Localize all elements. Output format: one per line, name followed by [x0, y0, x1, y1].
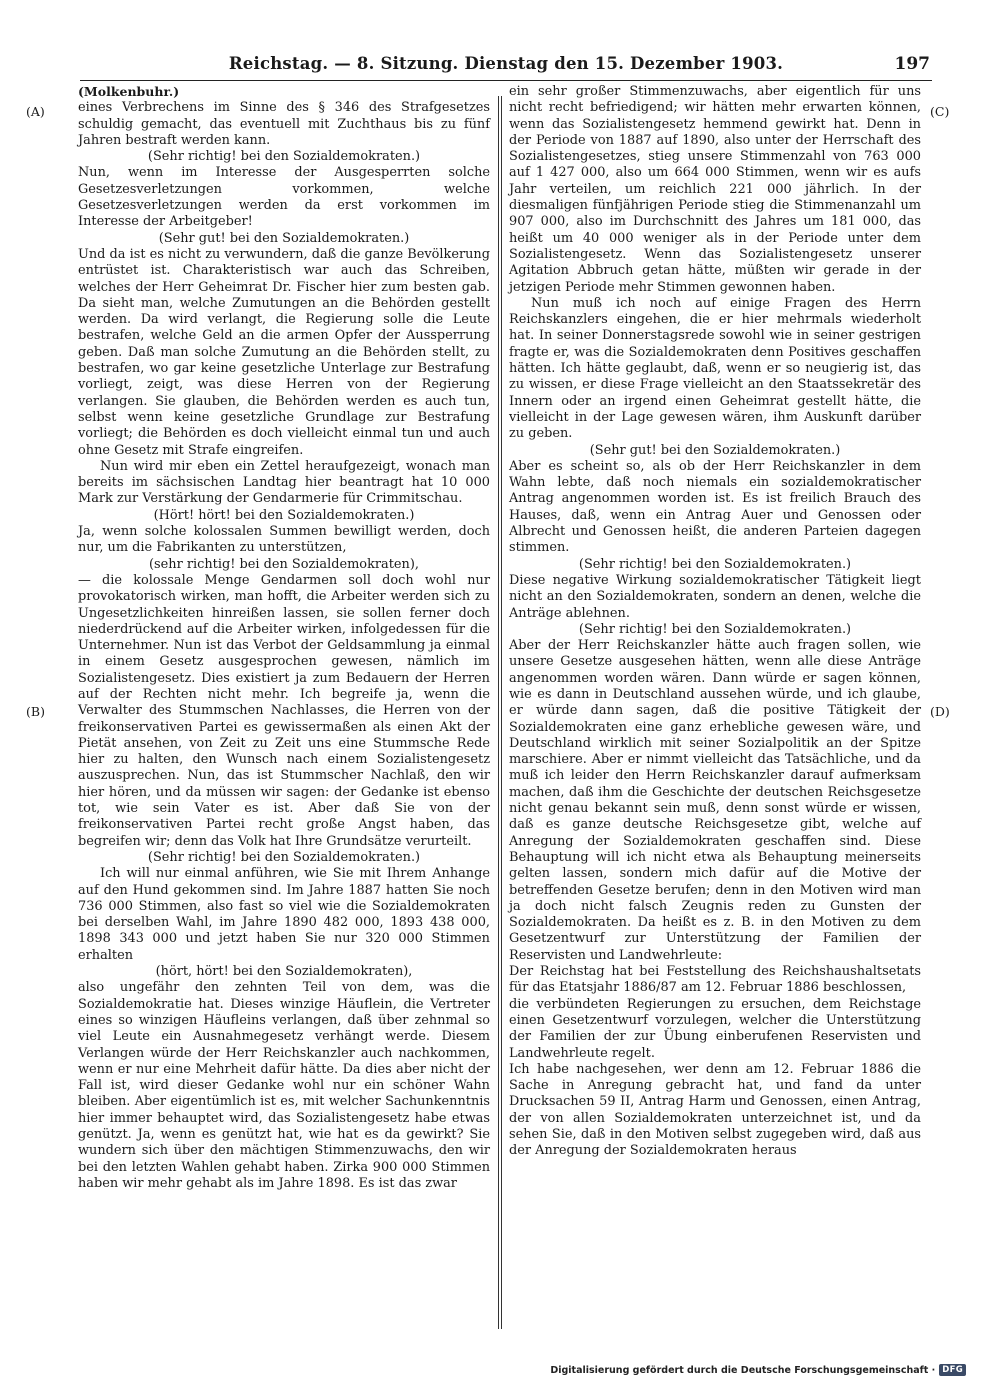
interjection: (Sehr gut! bei den Sozialdemokraten.)	[158, 230, 410, 246]
interjection: (Sehr richtig! bei den Sozialdemokraten.)	[147, 149, 421, 165]
interjection: (Hört! hört! bei den Sozialdemokraten.)	[153, 507, 415, 523]
block-quote-nested: die verbündeten Regierungen zu ersuchen, dem Reichstage einen Gesetzentwurf vorzulegen, welcher die Unterstützung der Familien der zur Übung einberufenen Reservisten und Landwehrleute regelt.	[509, 996, 921, 1061]
paragraph: Aber der Herr Reichskanzler hätte auch fragen sollen, wie unsere Gesetze ausgesehen hätten, wenn alle diese Anträge angenommen worden wären. Dann würde er sagen können, wie es dann in Deutschland aussehen würde, und ich glaube, er würde dann sagen, daß die positive Tätigkeit der Sozialdemokraten eine ganz erhebliche gewesen wäre, und Deutschland wirklich mit seiner Sozialpolitik an der Spitze marschiere. Aber er nimmt vielleicht das Tatsächliche, und da muß ich leider den Herrn Reichskanzler darauf aufmerksam machen, daß ihm die Geschichte der deutschen Reichsgesetze nicht genau bekannt sein muß, denn sonst würde er wissen, daß es ganze deutsche Reichsgesetze gibt, welche auf Anregung der Sozialdemokraten geschaffen sind. Diese Behauptung will ich nicht etwa als Behauptung meinerseits gelten lassen, sondern mich dafür auf die Motive der betreffenden Gesetze berufen; denn in den Motiven wird man ja doch nicht falsch Zeugnis reden zu Gunsten der Sozialdemokraten. Da heißt es z. B. in den Motiven zu dem Gesetzentwurf zur Unterstützung der Familien der Reservisten und Landwehrleute:	[509, 638, 921, 963]
running-head: Reichstag. — 8. Sitzung. Dienstag den 15. Dezember 1903.	[228, 54, 784, 73]
interjection: (hört, hört! bei den Sozialdemokraten),	[155, 964, 413, 980]
paragraph: Aber es scheint so, als ob der Herr Reichskanzler in dem Wahn lebte, daß noch niemals ein sozialdemokratischer Antrag angenommen worden ist. Es ist freilich Brauch des Hauses, daß, wenn ein Antrag Auer und Genossen oder Albrecht und Genossen heißt, die anderen Parteien dagegen stimmen.	[509, 458, 921, 556]
interjection: (Sehr richtig! bei den Sozialdemokraten.)	[147, 849, 421, 865]
column-divider	[498, 96, 499, 1329]
margin-marker-c: (C)	[930, 104, 950, 119]
interjection: (Sehr richtig! bei den Sozialdemokraten.)	[578, 556, 852, 572]
paragraph: eines Verbrechens im Sinne des § 346 des Strafgesetzes schuldig gemacht, das eventuell mit Zuchthaus bis zu fünf Jahren bestraft werden kann.	[78, 100, 490, 148]
paragraph: also ungefähr den zehnten Teil von dem, was die Sozialdemokratie hat. Dieses winzige Häuflein, die Vertreter eines so winzigen Häufleins verlangen, daß über zehnmal so viel Leute ein Ausnahmegesetz verhängt werde. Diesem Verlangen würde der Herr Reichskanzler auch nachkommen, wenn er nur eine Mehrheit dafür hätte. Da dies aber nicht der Fall ist, wird dieser Gedanke wohl nur ein schöner Wahn bleiben. Aber eigentümlich ist es, mit welcher Sachunkenntnis hier immer behauptet wird, das Sozialistengesetz habe etwas genützt. Ja, wenn es genützt hat, wie hat es da gewirkt? Sie wundern sich über den mächtigen Stimmenzuwachs, den wir bei den letzten Wahlen gehabt haben. Zirka 900 000 Stimmen haben wir mehr gehabt als im Jahre 1898. Es ist das zwar	[78, 980, 490, 1191]
paragraph: Nun wird mir eben ein Zettel heraufgezeigt, wonach man bereits im sächsischen Landtag hier beantragt hat 10 000 Mark zur Verstärkung der Gendarmerie für Crimmitschau.	[78, 458, 490, 507]
margin-marker-a: (A)	[26, 104, 45, 119]
paragraph: Ja, wenn solche kolossalen Summen bewilligt werden, doch nur, um die Fabrikanten zu unterstützen,	[78, 524, 490, 556]
paragraph: — die kolossale Menge Gendarmen soll doch wohl nur provokatorisch wirken, man hofft, die Arbeiter werden sich zu Ungesetzlichkeiten hinreißen lassen, sie sollen ferner doch niederdrückend auf die Arbeiter wirken, infolgedessen für die Unternehmer. Nun ist das Verbot der Geldsammlung ja einmal in einem Gesetz ausgesprochen gewesen, nämlich im Sozialistengesetz. Dies existiert ja zum Bedauern der Herren auf der Rechten nicht mehr. Ich begreife ja, wenn die Verwalter des Stummschen Nachlasses, die Herren von der freikonservativen Partei es gewissermaßen als einen Akt der Pietät ansehen, von Zeit zu Zeit uns eine Stummsche Rede hier zu halten, den Wunsch nach einem Sozialistengesetz auszusprechen. Nun, das ist Stummscher Nachlaß, den wir hier hören, und da müssen wir sagen: der Gedanke ist ebenso tot, wie sein Vater es ist. Aber daß Sie von der freikonservativen Partei recht große Angst haben, das begreifen wir; denn das Volk hat Ihre Grundsätze verurteilt.	[78, 572, 490, 849]
margin-marker-b: (B)	[26, 704, 45, 719]
page-header	[80, 54, 932, 81]
interjection: (Sehr richtig! bei den Sozialdemokraten.)	[578, 621, 852, 637]
paragraph: Nun muß ich noch auf einige Fragen des Herrn Reichskanzlers eingehen, die er hier mehrmals wiederholt hat. In seiner Donnerstagsrede sowohl wie in seiner gestrigen fragte er, was die Sozialdemokraten denn Positives geschaffen hätten. Ich hätte geglaubt, daß, wenn er so neugierig ist, das zu wissen, er diese Frage vielleicht an den Staatssekretär des Innern oder an irgend einen Geheimrat gestellt hätte, die vielleicht in der Lage gewesen wären, ihm Auskunft darüber zu geben.	[509, 295, 921, 442]
right-column	[509, 84, 921, 1160]
digitization-credit	[550, 1364, 966, 1376]
paragraph: Ich habe nachgesehen, wer denn am 12. Februar 1886 die Sache in Anregung gebracht hat, und fand da unter Drucksachen 59 II, Antrag Harm und Genossen, einen Antrag, der von allen Sozialdemokraten unterzeichnet ist, und da sehen Sie, daß in den Motiven selbst zugegeben wird, daß aus der Anregung der Sozialdemokraten heraus	[509, 1061, 921, 1159]
page-number: 197	[894, 54, 930, 74]
left-column	[78, 84, 490, 1192]
interjection: (Sehr gut! bei den Sozialdemokraten.)	[589, 442, 841, 458]
credit-text: Digitalisierung gefördert durch die Deutsche Forschungsgemeinschaft ·	[550, 1364, 936, 1376]
interjection: (sehr richtig! bei den Sozialdemokraten),	[149, 556, 419, 572]
paragraph: Diese negative Wirkung sozialdemokratischer Tätigkeit liegt nicht an den Sozialdemokraten, sondern an denen, welche die Anträge ablehnen.	[509, 572, 921, 621]
column-divider-inner	[501, 96, 502, 1329]
paragraph: Und da ist es nicht zu verwundern, daß die ganze Bevölkerung entrüstet ist. Charakteristisch war auch das Schreiben, welches der Herr Geheimrat Dr. Fischer hier zum besten gab. Da sieht man, welche Zumutungen an die Behörden gestellt werden. Da wird verlangt, die Regierung solle die Leute bestrafen, welche Geld an die armen Opfer der Aussperrung geben. Daß man solche Zumutung an die Behörden stellt, zu bestrafen, wo gar keine gesetzliche Unterlage zur Bestrafung vorliegt, zeigt, was diese Herren von der Regierung verlangen. Sie glauben, die Behörden werden es auch tun, selbst wenn keine gesetzliche Grundlage zur Bestrafung vorliegt; die Behörden es doch vielleicht einmal tun und auch ohne Gesetz mit Strafe eingreifen.	[78, 246, 490, 458]
speaker-name: (Molkenbuhr.)	[78, 84, 180, 99]
dfg-logo: DFG	[939, 1364, 966, 1376]
paragraph: Nun, wenn im Interesse der Ausgesperrten solche Gesetzesverletzungen vorkommen, welche Gesetzesverletzungen werden da erst vorkommen im Interesse der Arbeitgeber!	[78, 165, 490, 230]
block-quote: Der Reichstag hat bei Feststellung des Reichshaushaltsetats für das Etatsjahr 1886/87 am 12. Februar 1886 beschlossen,	[509, 964, 921, 996]
paragraph: Ich will nur einmal anführen, wie Sie mit Ihrem Anhange auf den Hund gekommen sind. Im Jahre 1887 hatten Sie noch 736 000 Stimmen, also fast so viel wie die Sozialdemokraten bei derselben Wahl, im Jahre 1890 482 000, 1893 438 000, 1898 343 000 und jetzt haben Sie nur 320 000 Stimmen erhalten	[78, 866, 490, 963]
margin-marker-d: (D)	[930, 704, 950, 719]
paragraph: ein sehr großer Stimmenzuwachs, aber eigentlich für uns nicht recht befriedigend; wir hätten mehr erwarten können, wenn das Sozialistengesetz hemmend gewirkt hat. Denn in der Periode von 1887 auf 1890, also unter der Herrschaft des Sozialistengesetzes, stieg unsere Stimmenzahl von 763 000 auf 1 427 000, also um 664 000 Stimmen, wenn wir es aufs Jahr verteilen, um reichlich 221 000 jährlich. In der diesmaligen fünfjährigen Periode stieg die Stimmenanzahl um 907 000, also im Durchschnitt des Jahres um 181 000, das heißt um 40 000 weniger als in der Periode unter dem Sozialistengesetz. Wenn das Sozialistengesetz unserer Agitation Abbruch getan hätte, müßten wir gerade in der jetzigen Periode mehr Stimmen gewonnen haben.	[509, 84, 921, 295]
